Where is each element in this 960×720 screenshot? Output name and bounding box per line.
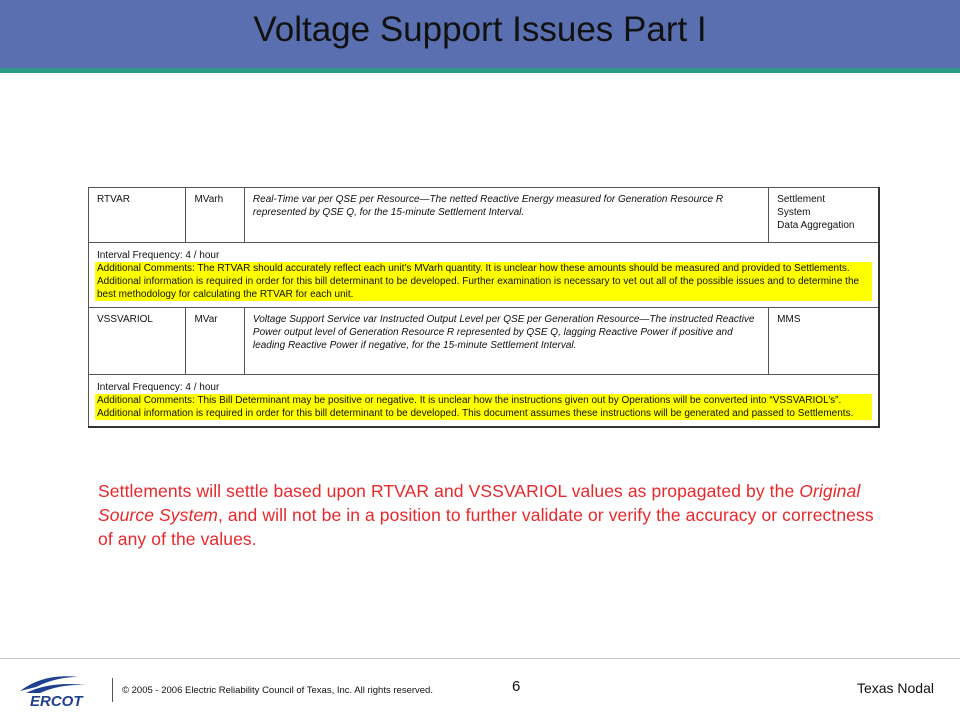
source-line: Data Aggregation bbox=[777, 220, 855, 231]
source-line: Settlement bbox=[777, 194, 825, 205]
footer-brand: Texas Nodal bbox=[856, 680, 934, 696]
definition-cell: Voltage Support Service var Instructed Output Level per QSE per Generation Resource—The instructed Reactive Power output level of Generation Resource R represented by QSE Q, lagging Reactive Power if positive and leading Reactive Power if negative, for the 15-minute Settlement Interval. bbox=[244, 308, 768, 375]
source-cell bbox=[769, 188, 879, 243]
copyright-text: © 2005 - 2006 Electric Reliability Council of Texas, Inc. All rights reserved. bbox=[122, 685, 433, 696]
unit-cell: MVarh bbox=[186, 188, 244, 243]
code-cell: VSSVARIOL bbox=[89, 308, 186, 375]
table-row-rtvar-notes bbox=[89, 243, 880, 308]
logo-wordmark: ERCOT bbox=[30, 693, 83, 710]
note-text-1: Settlements will settle based upon RTVAR and VSSVARIOL values as propagated by the bbox=[98, 481, 800, 501]
note-emphasis: Original Source System bbox=[98, 481, 861, 525]
definition-cell: Real-Time var per QSE per Resource—The netted Reactive Energy measured for Generation Resource R represented by QSE Q, for the 15-minute Settlement Interval. bbox=[244, 188, 768, 243]
bill-determinant-table bbox=[88, 187, 880, 428]
footer-separator bbox=[112, 678, 113, 702]
slide-title: Voltage Support Issues Part I bbox=[253, 10, 707, 49]
table-row-vssvariol-notes bbox=[89, 375, 880, 428]
notes-cell bbox=[89, 243, 880, 308]
code-cell: RTVAR bbox=[89, 188, 186, 243]
additional-comments: Additional Comments: The RTVAR should accurately reflect each unit’s MVarh quantity. It is unclear how these amounts should be measured and provided to Settlements. Additional information is required in order for this bill determinant to be developed. Further examination is necessary to vet out all of the possible issues and to determine the best methodology for calculating the RTVAR for each unit. bbox=[95, 262, 872, 301]
note-text-2: , and will not be in a position to further validate or verify the accuracy or correctness of any of the values. bbox=[98, 505, 874, 549]
source-cell bbox=[769, 308, 879, 375]
ercot-logo bbox=[16, 671, 96, 711]
page-number: 6 bbox=[512, 678, 521, 695]
additional-comments: Additional Comments: This Bill Determinant may be positive or negative. It is unclear how the instructions given out by Operations will be converted into “VSSVARIOL’s”. Additional information is required in order for this bill determinant to be developed. This document assumes these instructions will be generated and passed to Settlements. bbox=[95, 394, 872, 420]
interval-frequency: Interval Frequency: 4 / hour bbox=[97, 382, 220, 393]
table-row-rtvar bbox=[89, 188, 880, 243]
source-line: System bbox=[777, 207, 811, 218]
unit-cell: MVar bbox=[186, 308, 244, 375]
settlement-note bbox=[98, 479, 888, 551]
footer-divider bbox=[0, 658, 960, 659]
source-line: MMS bbox=[777, 314, 801, 325]
notes-cell bbox=[89, 375, 880, 428]
interval-frequency: Interval Frequency: 4 / hour bbox=[97, 250, 220, 261]
table-row-vssvariol bbox=[89, 308, 880, 375]
title-stripe bbox=[0, 68, 960, 73]
